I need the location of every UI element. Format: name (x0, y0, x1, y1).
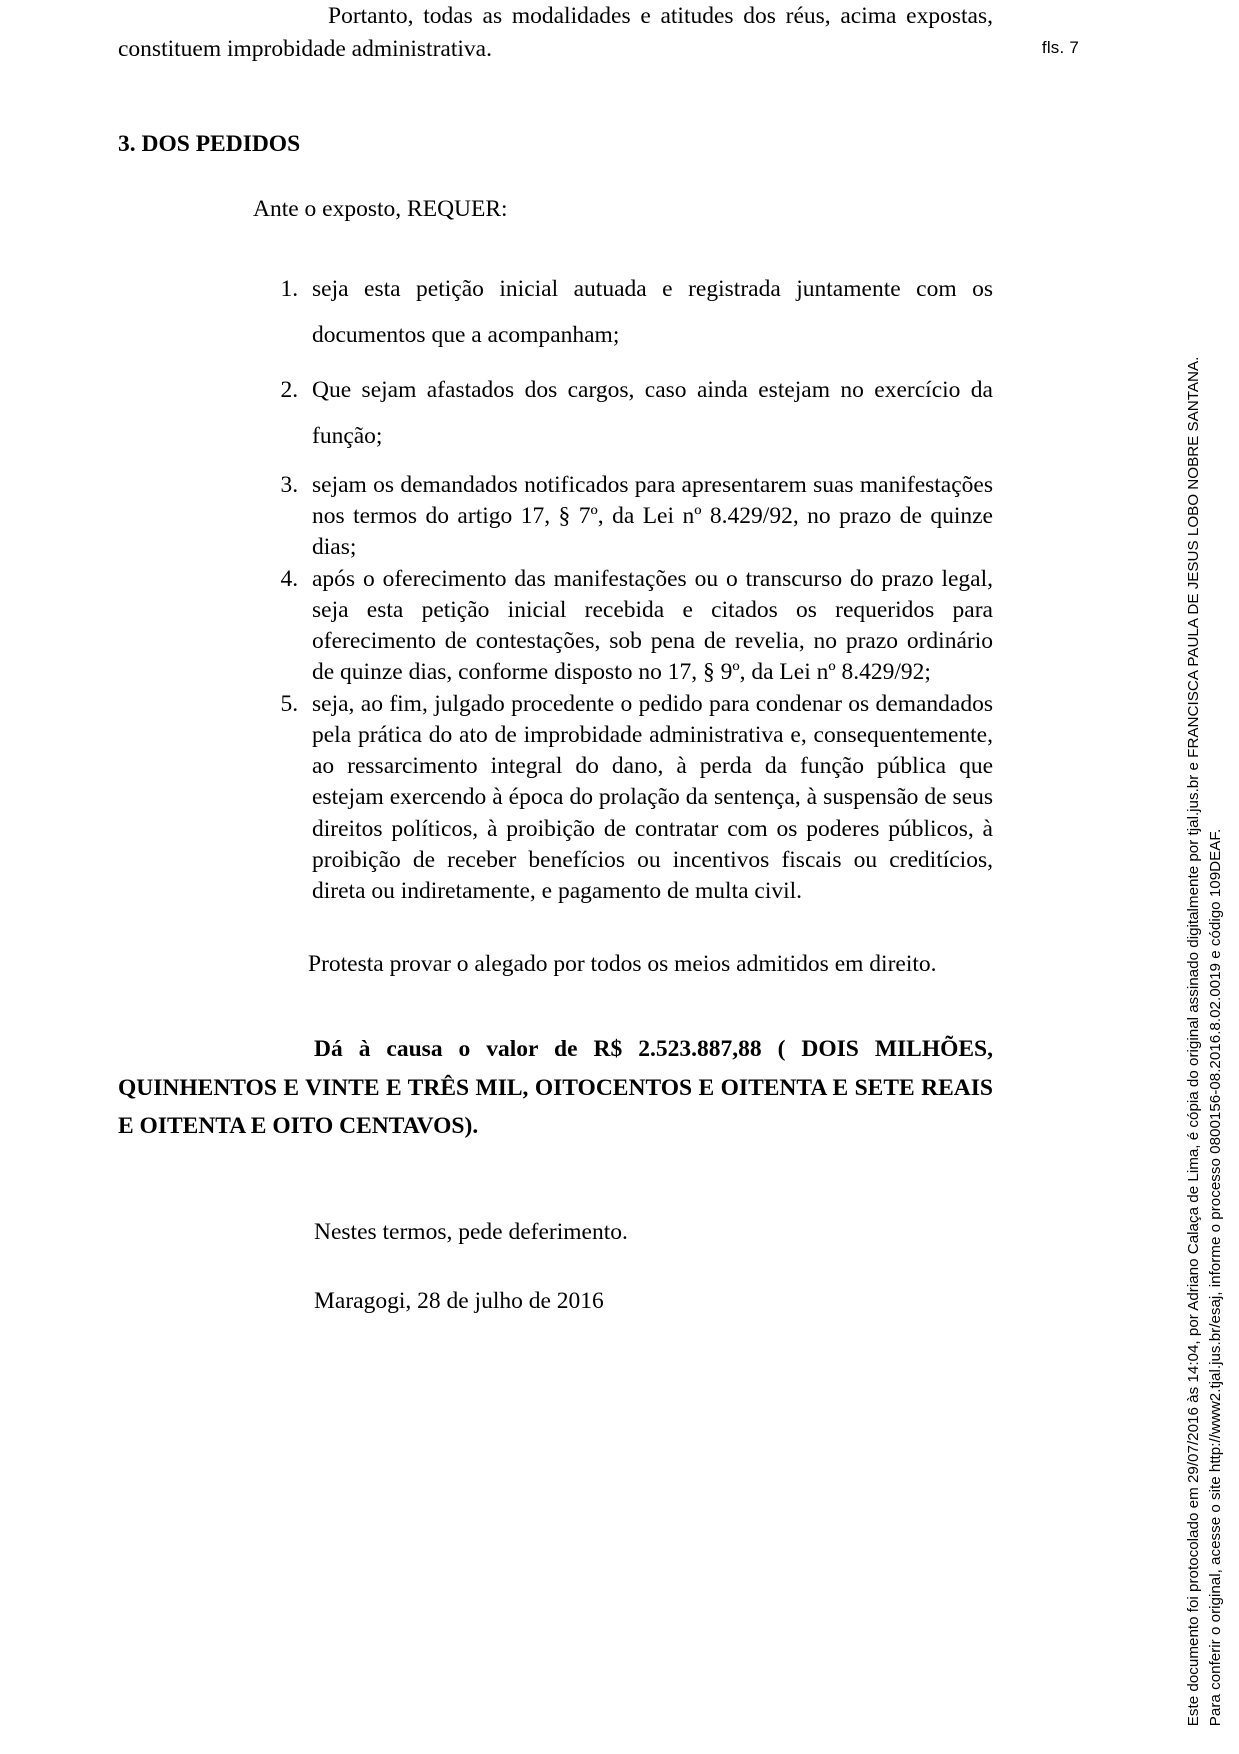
requer-intro-line: Ante o exposto, REQUER: (253, 195, 508, 222)
list-item: 2. Que sejam afastados dos cargos, caso ainda estejam no exercício da função; (304, 368, 993, 460)
list-item: 5. seja, ao fim, julgado procedente o pedido para condenar os demandados pela prática do ato de improbidade administrativa e, consequentemente, ao ressarcimento integral do dano, à perda da função pública que estejam exercendo à época do prolação da sentença, à suspensão de seus direitos políticos, à proibição de contratar com os poderes públicos, à proibição de receber benefícios ou incentivos fiscais ou creditícios, direta ou indiretamente, e pagamento de multa civil. (304, 689, 993, 908)
place-and-date-line: Maragogi, 28 de julho de 2016 (314, 1287, 604, 1314)
list-item: 1. seja esta petição inicial autuada e registrada juntamente com os documentos que a acompanham; (304, 267, 993, 359)
opening-paragraph: Portanto, todas as modalidades e atitudes dos réus, acima expostas, constituem improbidade administrativa. (118, 3, 993, 63)
stamp-verification-line: Para conferir o original, acesse o site http://www2.tjal.jus.br/esaj, informe o processo 0800156-08.2016.8.02.0019 e código 109DEAF. (1206, 828, 1224, 1726)
closing-line: Nestes termos, pede deferimento. (314, 1218, 628, 1245)
pedidos-list (118, 267, 993, 908)
page-folio-number: fls. 7 (1041, 38, 1079, 57)
section-heading-dos-pedidos: 3. DOS PEDIDOS (118, 130, 301, 157)
protesta-paragraph: Protesta provar o alegado por todos os meios admitidos em direito. (308, 951, 937, 978)
list-item: 3. sejam os demandados notificados para apresentarem suas manifestações nos termos do artigo 17, § 7º, da Lei nº 8.429/92, no prazo de quinze dias; (304, 470, 993, 564)
list-item: 4. após o oferecimento das manifestações ou o transcurso do prazo legal, seja esta petição inicial recebida e citados os requeridos para oferecimento de contestações, sob pena de revelia, no prazo ordinário de quinze dias, conforme disposto no 17, § 9º, da Lei nº 8.429/92; (304, 564, 993, 689)
document-body (118, 0, 993, 1315)
digital-signature-stamp (1167, 0, 1239, 1754)
stamp-protocol-line: Este documento foi protocolado em 29/07/2016 às 14:04, por Adriano Calaça de Lima, é cópia do original assinado digitalmente por tjal.jus.br e FRANCISCA PAULA DE JESUS LOBO NOBRE SANTANA. (1184, 356, 1202, 1726)
valor-da-causa-paragraph: Dá à causa o valor de R$ 2.523.887,88 ( DOIS MILHÕES, QUINHENTOS E VINTE E TRÊS MIL, OITOCENTOS E OITENTA E SETE REAIS E OITENTA E OITO CENTAVOS). (118, 1036, 993, 1139)
